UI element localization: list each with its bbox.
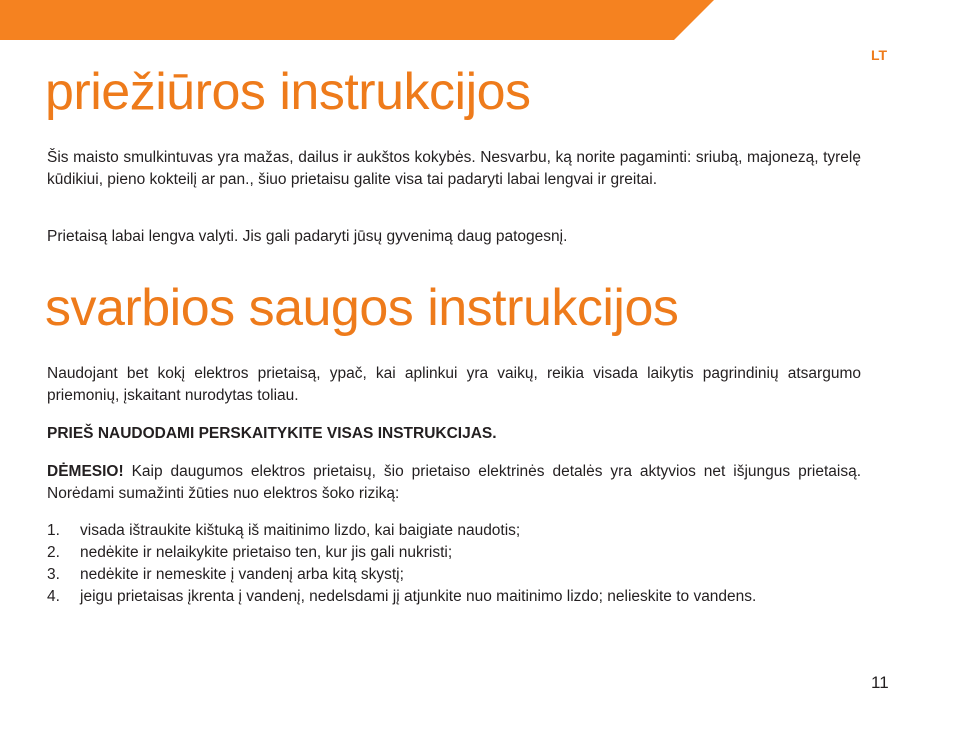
read-all-instructions: PRIEŠ NAUDODAMI PERSKAITYKITE VISAS INSTRUKCIJAS. xyxy=(47,425,497,442)
list-item-number: 1. xyxy=(47,522,60,539)
list-item-text: jeigu prietaisas įkrenta į vandenį, nedelsdami jį atjunkite nuo maitinimo lizdo; nelieskite to vandens. xyxy=(80,588,757,605)
list-item-text: nedėkite ir nelaikykite prietaiso ten, kur jis gali nukristi; xyxy=(80,544,453,561)
top-orange-band xyxy=(0,0,954,40)
list-item xyxy=(47,520,861,542)
list-item xyxy=(47,542,861,564)
list-item-number: 2. xyxy=(47,544,60,561)
list-item xyxy=(47,586,861,608)
list-item-number: 4. xyxy=(47,588,60,605)
safety-list xyxy=(47,520,861,608)
safety-instructions-heading: svarbios saugos instrukcijos xyxy=(45,279,679,337)
list-item-text: visada ištraukite kištuką iš maitinimo lizdo, kai baigiate naudotis; xyxy=(80,522,521,539)
cleaning-paragraph: Prietaisą labai lengva valyti. Jis gali padaryti jūsų gyvenimą daug patogesnį. xyxy=(47,228,568,245)
warning-label: DĖMESIO! xyxy=(47,463,124,480)
warning-paragraph xyxy=(47,461,861,505)
page-number: 11 xyxy=(871,673,889,692)
orange-band-shape xyxy=(0,0,714,40)
warning-text: Kaip daugumos elektros prietaisų, šio prietaiso elektrinės detalės yra aktyvios net išjungus prietaisą. Norėdami sumažinti žūties nuo elektros šoko riziką: xyxy=(47,463,861,502)
safety-intro-paragraph: Naudojant bet kokį elektros prietaisą, ypač, kai aplinkui yra vaikų, reikia visada laikytis pagrindinių atsargumo priemonių, įskaitant nurodytas toliau. xyxy=(47,365,861,404)
list-item-text: nedėkite ir nemeskite į vandenį arba kitą skystį; xyxy=(80,566,404,583)
list-item xyxy=(47,564,861,586)
intro-paragraph: Šis maisto smulkintuvas yra mažas, dailus ir aukštos kokybės. Nesvarbu, ką norite pagaminti: sriubą, majonezą, tyrelę kūdikiui, pieno kokteilį ar pan., šiuo prietaisu galite visa tai padaryti labai lengvai ir greitai. xyxy=(47,149,861,188)
list-item-number: 3. xyxy=(47,566,60,583)
language-code: LT xyxy=(871,47,888,63)
care-instructions-heading: priežiūros instrukcijos xyxy=(45,63,531,121)
